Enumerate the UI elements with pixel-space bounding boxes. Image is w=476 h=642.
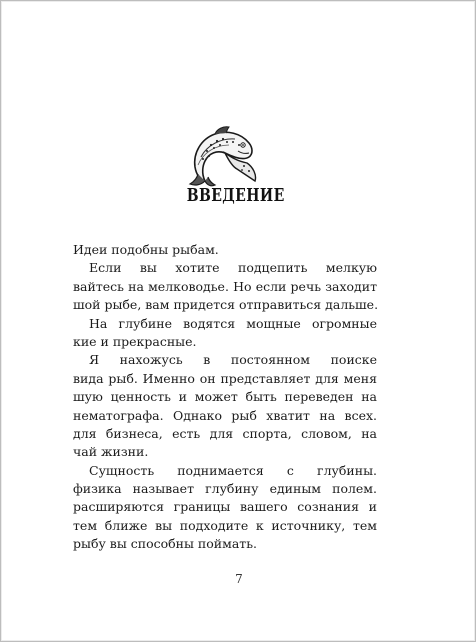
- text-line: На глубине водятся мощные огромные: [89, 315, 377, 331]
- text-line: шую ценность и может быть переведен на: [73, 389, 377, 405]
- text-line: Я нахожусь в постоянном поиске: [89, 352, 377, 368]
- body-text: [73, 241, 377, 554]
- text-line: рыбу вы способны поймать.: [73, 536, 257, 552]
- text-line: кие и прекрасные.: [73, 333, 197, 349]
- text-line: Если вы хотите подцепить мелкую: [89, 260, 377, 276]
- text-line: Сущность поднимается с глубины.: [89, 462, 377, 478]
- text-line: Идеи подобны рыбам.: [73, 242, 219, 257]
- text-line: шой рыбе, вам придется отправиться дальше.: [73, 297, 379, 313]
- text-line: нематографа. Однако рыб хватит на всех.: [73, 407, 377, 423]
- text-line: расширяются границы вашего сознания и: [73, 499, 377, 515]
- text-line: чай жизни.: [73, 444, 149, 460]
- text-line: физика называет глубину единым полем.: [73, 481, 377, 497]
- text-line: тем ближе вы подходите к источнику, тем: [73, 517, 377, 533]
- text-line: вида рыб. Именно он представляет для меня: [73, 370, 377, 386]
- fish-icon: [187, 123, 259, 189]
- chapter-title: ВВЕДЕНИЕ: [186, 185, 285, 206]
- text-line: вайтесь на мелководье. Но если речь заходит: [73, 278, 377, 294]
- text-line: для бизнеса, есть для спорта, словом, на: [73, 425, 377, 441]
- page-number: 7: [235, 572, 243, 586]
